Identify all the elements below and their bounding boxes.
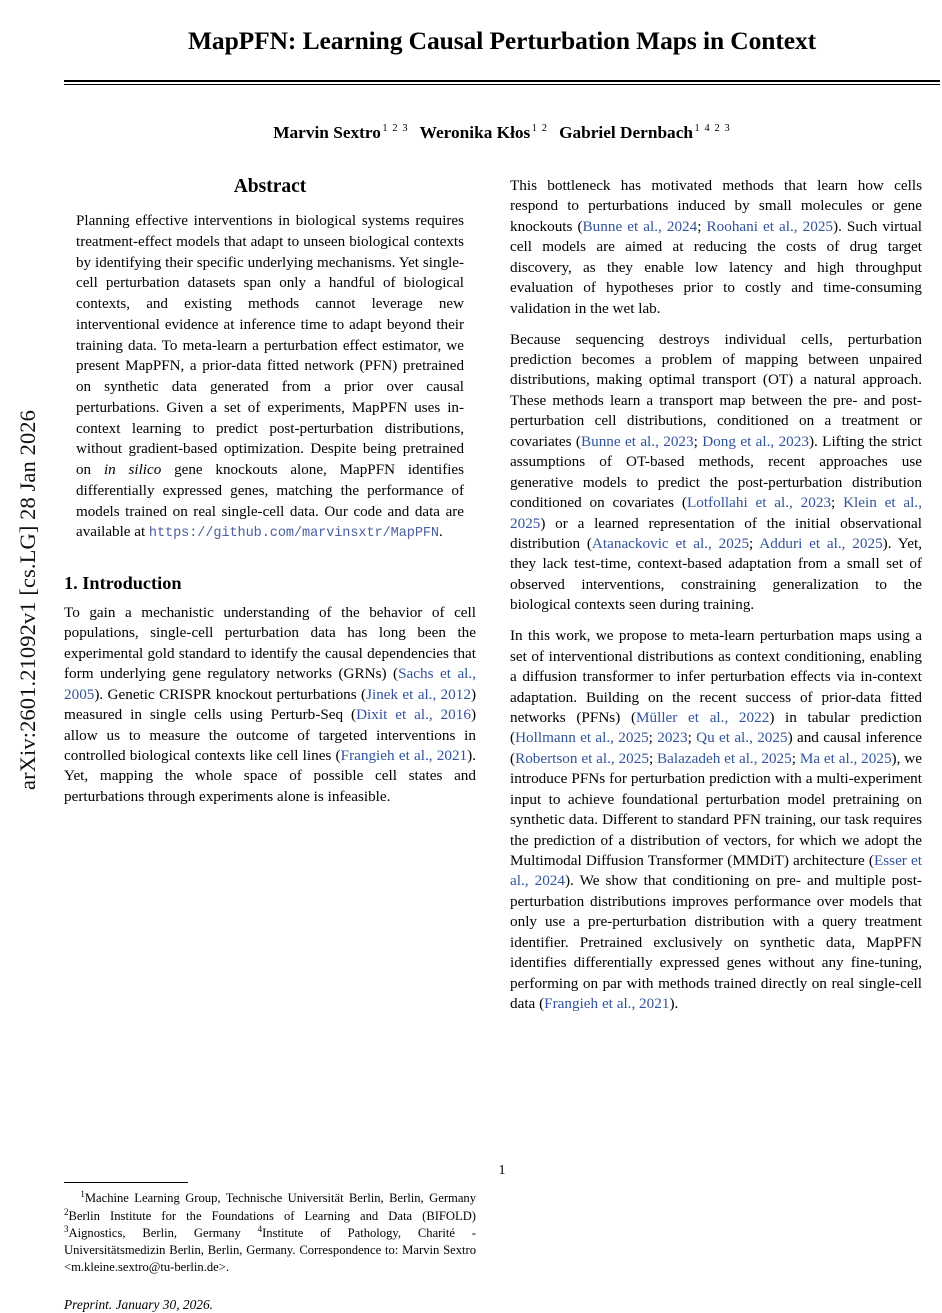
intro-p1-t5: ). Yet, mapping the whole space of possible cell states and perturbations through experiments alone is infeasible. [64,747,476,805]
intro-p1-t1: To gain a mechanistic understanding of the behavior of cell populations, single-cell perturbation data has long been the experimental gold standard to identify the causal dependencies that form underlying gene regulatory networks (GRNs) ( [64,603,476,683]
rp2-t1: Because sequencing destroys individual cells, perturbation prediction becomes a problem of mapping between unpaired distributions, making optimal transport (OT) a natural approach. These methods learn a transport map between the pre- and post-perturbation cell distributions, conditioned on a treatment or covariates ( [510,330,922,450]
author-1-affiliations: 1 2 3 [382,123,409,135]
footnote-block [64,1182,476,1313]
footnote-text-4: Institute of Pathology, Charité - Universitätsmedizin Berlin, Berlin, Germany. Correspondence to: Marvin Sextro <m.kleine.sextro@tu-berlin.de>. [64,1226,477,1274]
rp1-t1: This bottleneck has motivated methods that learn how cells respond to perturbations induced by small molecules or gene knockouts ( [510,177,922,235]
page-number: 1 [498,1163,506,1178]
citation-esser-2024[interactable]: Esser et al., 2024 [510,852,923,890]
rp2-t2: ; [693,432,703,450]
rp3-t3: ; [648,729,658,747]
rp3-t2: ) in tabular prediction ( [510,708,922,747]
citation-sachs-2005[interactable]: Sachs et al., 2005 [64,665,476,703]
rp3-t1: In this work, we propose to meta-learn perturbation maps using a set of interventional distributions as context conditioning, enabling a diffusion transformer to infer perturbation effects via in-context adaptation. Building on the recent success of prior-data fitted networks (PFNs) ( [510,627,922,726]
citation-jinek-2012[interactable]: Jinek et al., 2012 [366,685,471,703]
rp2-t3: ). Lifting the strict assumptions of OT-based methods, recent approaches use generative models to predict the post-perturbation distribution conditioned on covariates ( [510,432,922,512]
author-3 [559,123,731,142]
citation-bunne-2024[interactable]: Bunne et al., 2024 [582,217,698,235]
citation-frangieh-2021[interactable]: Frangieh et al., 2021 [340,747,468,764]
page-title: MapPFN: Learning Causal Perturbation Maps in Context [187,26,817,55]
rp2-t6: ; [749,534,760,552]
rp1-t3: ). Such virtual cell models are aimed at reducing the costs of drug target discovery, as they enable low latency and high throughput evaluation of hypotheses prior to costly and time-consuming validation in the wet lab. [510,217,923,317]
abstract-text-1: Planning effective interventions in biological systems requires treatment-effect models that adapt to unseen biological contexts by identifying their specific underlying mechanisms. Yet single-cell perturbation datasets span only a handful of biological contexts, and existing methods cannot leverage new interventional evidence at inference time to adapt beyond their training data. To meta-learn a perturbation effect estimator, we present MapPFN, a prior-data fitted network (PFN) pretrained on synthetic data generated from a prior over causal perturbations. Given a set of experiments, MapPFN uses in-context learning to predict post-perturbation distributions, without gradient-based optimization. Despite being pretrained on [76,213,464,478]
author-3-name: Gabriel Dernbach [559,123,693,142]
right-paragraph-1 [510,176,922,319]
abstract-text-end: . [439,524,443,541]
rp3-t10: ). [669,995,679,1013]
arxiv-stamp-text: arXiv:2601.21092v1 [cs.LG] 28 Jan 2026 [15,410,40,790]
author-3-affiliations: 1 4 2 3 [694,123,731,135]
left-column [64,176,477,1313]
citation-adduri-2025[interactable]: Adduri et al., 2025 [759,534,883,552]
arxiv-stamp [0,0,56,1200]
abstract-italic-phrase: in silico [103,462,162,478]
citation-qu-2025[interactable]: Qu et al., 2025 [696,729,788,747]
footnote-divider [64,1182,188,1183]
rp1-t2: ; [697,217,707,235]
intro-p1-t3: ) measured in single cells using Perturb-Seq ( [64,685,476,724]
right-column [510,176,922,1025]
citation-hollmann-2023[interactable]: 2023 [657,729,688,747]
citation-bunne-2023[interactable]: Bunne et al., 2023 [580,432,694,450]
citation-atanackovic-2025[interactable]: Atanackovic et al., 2025 [591,534,750,552]
footnote-text-2: Berlin Institute for the Foundations of Learning and Data (BIFOLD) [68,1208,476,1223]
author-1 [273,123,408,142]
citation-muller-2022[interactable]: Müller et al., 2022 [636,708,770,726]
citation-balazadeh-2025[interactable]: Balazadeh et al., 2025 [657,749,792,767]
right-paragraph-2 [510,330,922,616]
footnote-sup-3: 3 [64,1224,69,1235]
author-list [64,123,940,143]
footnote-text-1: Machine Learning Group, Technische Universität Berlin, Berlin, Germany [84,1191,477,1206]
citation-dixit-2016[interactable]: Dixit et al., 2016 [356,706,471,724]
two-column-body [64,176,940,1313]
footnote-text-3: Aignostics, Berlin, Germany [68,1226,258,1241]
citation-robertson-2025[interactable]: Robertson et al., 2025 [515,749,649,767]
right-paragraph-3 [510,626,922,1014]
footnote-sup-2: 2 [64,1206,69,1217]
citation-lotfollahi-2023[interactable]: Lotfollahi et al., 2023 [686,494,832,512]
rp3-t8: ), we introduce PFNs for perturbation prediction with a multi-experiment input to achieve foundational perturbation model pretraining on synthetic data. Different to standard PFN training, our task requires the prediction of a distribution of vectors, for which we adopt the Multimodal Diffusion Transformer (MMDiT) architecture ( [510,749,922,869]
footnote-sup-4: 4 [257,1224,263,1235]
rp3-t9: ). We show that conditioning on pre- and multiple post-perturbation distributions improves performance over models that only use a pre-perturbation distribution with a query treatment identifier. Pretrained exclusively on synthetic data, MapPFN identifies differentially expressed genes without any fine-tuning, performing on par with methods trained directly on real single-cell data ( [510,872,922,1013]
rp2-t7: ). Yet, they lack test-time, context-based adaptation from a small set of observed interventions, constraining generalization to the biological contexts seen during training. [510,534,922,614]
abstract-body [64,211,476,544]
title-divider [64,80,940,85]
citation-roohani-2025[interactable]: Roohani et al., 2025 [706,217,834,235]
rp3-t4: ; [687,729,697,747]
footnote-sup-1: 1 [80,1189,85,1199]
citation-hollmann-2025[interactable]: Hollmann et al., 2025 [515,729,649,747]
author-2-affiliations: 1 2 [531,123,549,135]
intro-p1-t4: ) allow us to measure the outcome of targeted interventions in controlled biological contexts like cell lines ( [64,706,476,764]
footnote-affiliations [64,1189,476,1275]
rp2-t4: ; [831,494,844,512]
citation-frangieh-2021-right[interactable]: Frangieh et al., 2021 [544,995,670,1013]
author-1-name: Marvin Sextro [273,123,381,142]
intro-p1-t2: ). Genetic CRISPR knockout perturbations ( [94,685,367,703]
rp3-t6: ; [648,749,658,767]
abstract-repo-link[interactable]: https://github.com/marvinsxtr/MapPFN [148,526,439,542]
preprint-notice: Preprint. January 30, 2026. [64,1297,214,1313]
paper-page [64,0,942,1313]
title-block [64,26,940,85]
abstract-paragraph [76,211,464,544]
section-heading-introduction: 1. Introduction [64,572,182,593]
citation-klein-2025[interactable]: Klein et al., 2025 [510,494,922,532]
rp3-t7: ; [791,749,800,767]
citation-ma-2025[interactable]: Ma et al., 2025 [799,749,892,767]
intro-paragraph-1 [64,603,476,807]
rp2-t5: ) or a learned representation of the initial observational distribution ( [510,514,922,552]
abstract-text-2: gene knockouts alone, MapPFN identifies differentially expressed genes, matching the performance of models trained on real single-cell data. Our code and data are available at [76,462,465,541]
author-2 [420,123,548,142]
citation-dong-2023[interactable]: Dong et al., 2023 [702,432,809,450]
author-2-name: Weronika Kłos [419,123,531,142]
rp3-t5: ) and causal inference ( [510,729,922,767]
abstract-heading: Abstract [233,176,307,197]
